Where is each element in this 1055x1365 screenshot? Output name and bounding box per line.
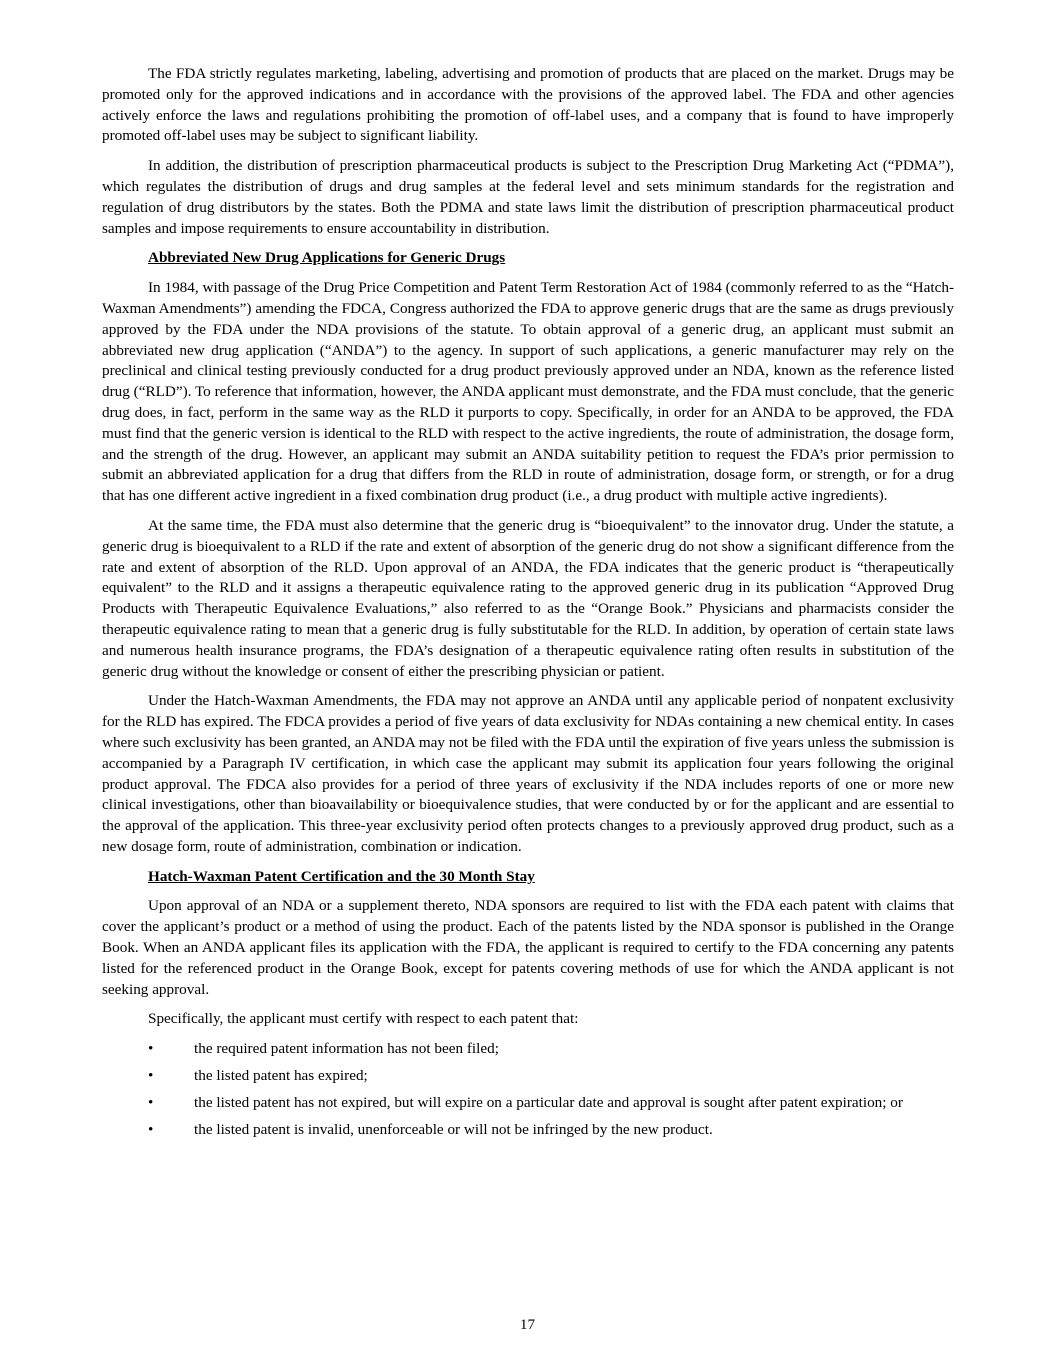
list-item — [102, 1039, 954, 1060]
document-page — [102, 64, 954, 1146]
list-item — [102, 1120, 954, 1141]
bullet-icon: • — [148, 1067, 154, 1085]
paragraph-pdma: In addition, the distribution of prescription pharmaceutical products is subject to the Prescription Drug Marketing Act (“PDMA”), which regulates the distribution of drugs and drug samples at the federal level and sets minimum standards for the registration and regulation of drug distributors by the states. Both the PDMA and state laws limit the distribution of prescription pharmaceutical product samples and impose requirements to ensure accountability in distribution. — [102, 157, 954, 237]
list-item — [102, 1066, 954, 1087]
section-heading-anda: Abbreviated New Drug Applications for Generic Drugs — [148, 249, 506, 267]
list-item-text: the required patent information has not been filed; — [194, 1040, 499, 1058]
section-heading-patent-certification: Hatch-Waxman Patent Certification and the 30 Month Stay — [148, 867, 535, 885]
bullet-icon: • — [148, 1040, 154, 1058]
page-number: 17 — [519, 1316, 536, 1333]
list-item-text: the listed patent has expired; — [194, 1067, 368, 1085]
list-item — [102, 1093, 954, 1114]
bullet-icon: • — [148, 1120, 154, 1138]
paragraph-certify-intro: Specifically, the applicant must certify with respect to each patent that: — [148, 1010, 579, 1028]
certification-bullet-list — [102, 1039, 954, 1140]
paragraph-orange-book-patents: Upon approval of an NDA or a supplement thereto, NDA sponsors are required to list with the FDA each patent with claims that cover the applicant’s product or a method of using the product. Each of the patents listed by the NDA sponsor is published in the Orange Book. When an ANDA applicant files its application with the FDA, the applicant is required to certify to the FDA concerning any patents listed for the referenced product in the Orange Book, except for patents covering methods of use for which the ANDA applicant is not seeking approval. — [102, 897, 954, 998]
bullet-icon: • — [148, 1093, 154, 1111]
paragraph-bioequivalence: At the same time, the FDA must also determine that the generic drug is “bioequivalent” to the innovator drug. Under the statute, a generic drug is bioequivalent to a RLD if the rate and extent of absorption of the generic drug do not show a significant difference from the rate and extent of absorption of the RLD. Upon approval of an ANDA, the FDA indicates that the generic product is “therapeutically equivalent” to the RLD and it assigns a therapeutic equivalence rating to the approved generic drug in its publication “Approved Drug Products with Therapeutic Equivalence Evaluations,” also referred to as the “Orange Book.” Physicians and pharmacists consider the therapeutic equivalence rating to mean that a generic drug is fully substitutable for the RLD. In addition, by operation of certain state laws and numerous health insurance programs, the FDA’s designation of a therapeutic equivalence rating often results in substitution of the generic drug without the knowledge or consent of either the prescribing physician or patient. — [102, 516, 954, 680]
paragraph-hatch-waxman-anda: In 1984, with passage of the Drug Price Competition and Patent Term Restoration Act of 1984 (commonly referred to as the “Hatch-Waxman Amendments”) amending the FDCA, Congress authorized the FDA to approve generic drugs that are the same as drugs previously approved by the FDA under the NDA provisions of the statute. To obtain approval of a generic drug, an applicant must submit an abbreviated new drug application (“ANDA”) to the agency. In support of such applications, a generic manufacturer may rely on the preclinical and clinical testing previously conducted for a drug product previously approved under an NDA, known as the reference listed drug (“RLD”). To reference that information, however, the ANDA applicant must demonstrate, and the FDA must conclude, that the generic drug does, in fact, perform in the same way as the RLD it purports to copy. Specifically, in order for an ANDA to be approved, the FDA must find that the generic version is identical to the RLD with respect to the active ingredients, the route of administration, the dosage form, and the strength of the drug. However, an applicant may submit an ANDA suitability petition to request the FDA’s prior permission to submit an abbreviated application for a drug that differs from the RLD in route of administration, dosage form, or strength, or for a drug that has one different active ingredient in a fixed combination drug product (i.e., a drug product with multiple active ingredients). — [102, 279, 954, 505]
list-item-text: the listed patent has not expired, but will expire on a particular date and approval is sought after patent expiration; or — [194, 1093, 903, 1111]
paragraph-fda-promotion: The FDA strictly regulates marketing, labeling, advertising and promotion of products that are placed on the market. Drugs may be promoted only for the approved indications and in accordance with the provisions of the approved label. The FDA and other agencies actively enforce the laws and regulations prohibiting the promotion of off-label uses, and a company that is found to have improperly promoted off-label uses may be subject to significant liability. — [102, 65, 954, 145]
list-item-text: the listed patent is invalid, unenforceable or will not be infringed by the new product. — [194, 1120, 713, 1138]
paragraph-exclusivity: Under the Hatch-Waxman Amendments, the FDA may not approve an ANDA until any applicable period of nonpatent exclusivity for the RLD has expired. The FDCA provides a period of five years of data exclusivity for NDAs containing a new chemical entity. In cases where such exclusivity has been granted, an ANDA may not be filed with the FDA until the expiration of five years unless the submission is accompanied by a Paragraph IV certification, in which case the applicant may submit its application four years following the original product approval. The FDCA also provides for a period of three years of exclusivity if the NDA includes reports of one or more new clinical investigations, other than bioavailability or bioequivalence studies, that were conducted by or for the applicant and are essential to the approval of the application. This three-year exclusivity period often protects changes to a previously approved drug product, such as a new dosage form, route of administration, combination or indication. — [102, 692, 954, 855]
